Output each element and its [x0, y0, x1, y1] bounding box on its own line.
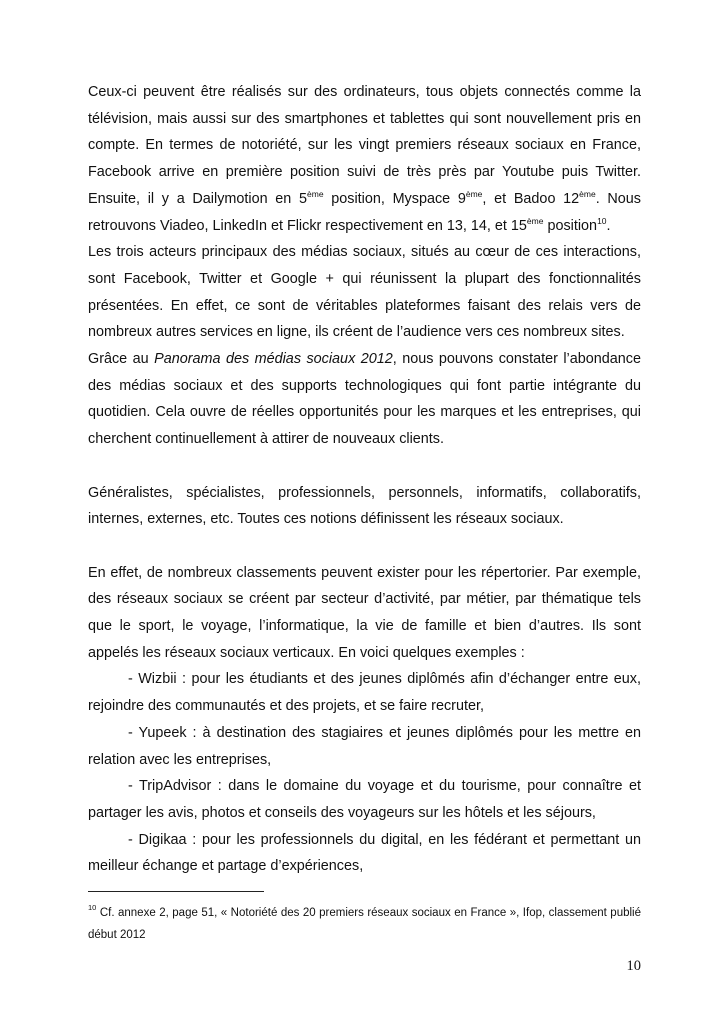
paragraph-notoriety: Ceux-ci peuvent être réalisés sur des ordinateurs, tous objets connectés comme la télévision, mais aussi sur des smartphones et tablettes qui sont nouvellement pris en compte. En termes de notoriété, sur les vingt premiers réseaux sociaux en France, Facebook arrive en première position suivi de très près par Youtube puis Twitter. Ensuite, il y a Dailymotion en 5ème position, Myspace 9ème, et Badoo 12ème. Nous retrouvons Viadeo, LinkedIn et Flickr respectivement en 13, 14, et 15ème position$^{10}$.	[88, 84, 641, 234]
footnote-mark: 10	[88, 903, 97, 912]
footnote-reference[interactable]: 10	[597, 215, 607, 226]
list-item: - Digikaa : pour les professionnels du digital, en les fédérant et permettant un meilleur échange et partage d’expériences,	[88, 831, 641, 875]
blank-line	[88, 533, 641, 560]
list-item: - Yupeek : à destination des stagiaires et jeunes diplômés pour les mettre en relation avec les entreprises,	[88, 724, 641, 768]
footnote	[88, 902, 641, 946]
list-item: - TripAdvisor : dans le domaine du voyage et du tourisme, pour connaître et partager les avis, photos et conseils des voyageurs sur les hôtels et les séjours,	[88, 778, 641, 821]
blank-line	[88, 453, 641, 480]
paragraph-network-types: Généralistes, spécialistes, professionnels, personnels, informatifs, collaboratifs, internes, externes, etc. Toutes ces notions définissent les réseaux sociaux.	[88, 484, 641, 528]
paragraph-main-actors: Les trois acteurs principaux des médias sociaux, situés au cœur de ces interactions, sont Facebook, Twitter et Google + qui réunissent la plupart des fonctionnalités présentées. En effet, ce sont de véritables plateformes faisant des relais vers de nombreux autres services en ligne, ils créent de l’audience vers ces nombreux sites.	[88, 244, 641, 341]
publication-title: Panorama des médias sociaux 2012	[154, 351, 393, 368]
document-body	[88, 79, 641, 880]
paragraph-vertical-networks: En effet, de nombreux classements peuvent exister pour les répertorier. Par exemple, des réseaux sociaux se créent par secteur d’activité, par métier, par thématique tels que le sport, le voyage, l’informatique, la vie de famille et bien d’autres. Ils sont appelés les réseaux sociaux verticaux. En voici quelques exemples :	[88, 564, 641, 661]
footnote-separator	[88, 891, 264, 892]
superscript: ème	[526, 215, 544, 226]
superscript: ème	[465, 188, 483, 199]
list-item: - Wizbii : pour les étudiants et des jeunes diplômés afin d’échanger entre eux, rejoindre des communautés et des projets, et se faire recruter,	[88, 671, 641, 715]
superscript: ème	[307, 188, 324, 199]
footnote-text: Cf. annexe 2, page 51, « Notoriété des 20 premiers réseaux sociaux en France », Ifop, classement publié début 2012	[88, 907, 641, 941]
page-number: 10	[626, 958, 641, 974]
paragraph-panorama: Grâce au Panorama des médias sociaux 2012, nous pouvons constater l’abondance des médias sociaux et des supports technologiques qui font partie intégrante du quotidien. Cela ouvre de réelles opportunités pour les marques et les entreprises, qui cherchent continuellement à attirer de nouveaux clients.	[88, 351, 641, 448]
superscript: ème	[579, 188, 596, 199]
